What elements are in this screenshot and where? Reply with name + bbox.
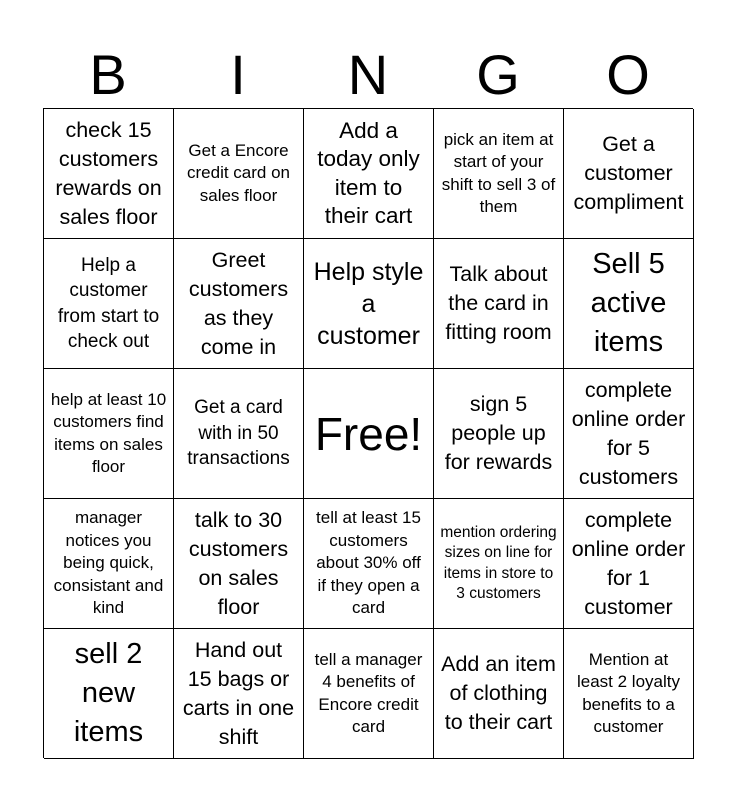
cell-text: Talk about the card in fitting room [445,262,552,344]
bingo-cell-r2c4[interactable] [434,239,564,369]
header-letter-i: I [230,43,246,106]
cell-text: check 15 customers rewards on sales floor [55,117,162,229]
bingo-cell-r5c2[interactable] [174,629,304,759]
cell-text: complete online order for 1 customer [571,507,686,619]
bingo-cell-r1c4[interactable] [434,109,564,239]
bingo-cell-r5c5[interactable] [564,629,694,759]
cell-text: Greet customers as they come in [188,247,289,359]
bingo-cell-r5c1[interactable] [44,629,174,759]
bingo-cell-r2c3[interactable] [304,239,434,369]
cell-text: sign 5 people up for rewards [444,392,553,474]
bingo-cell-r1c1[interactable] [44,109,174,239]
header-letter-o: O [606,43,650,106]
cell-text: Help a customer from start to check out [57,254,160,352]
cell-text: Get a customer compliment [573,132,684,214]
cell-text: mention ordering sizes on line for items in store to 3 customers [440,523,557,602]
bingo-cell-free[interactable] [304,369,434,499]
cell-text: tell a manager 4 benefits of Encore credit card [314,649,423,736]
bingo-cell-r4c5[interactable] [564,499,694,629]
bingo-cell-r5c4[interactable] [434,629,564,759]
header-letter-n: N [347,43,389,106]
cell-text: Add an item of clothing to their cart [441,652,556,734]
bingo-cell-r3c5[interactable] [564,369,694,499]
bingo-cell-r2c1[interactable] [44,239,174,369]
cell-text: sell 2 new items [73,638,144,748]
free-space-text: Free! [314,407,423,460]
cell-text: help at least 10 customers find items on sales floor [50,389,167,476]
bingo-cell-r4c1[interactable] [44,499,174,629]
bingo-cell-r5c3[interactable] [304,629,434,759]
bingo-cell-r3c1[interactable] [44,369,174,499]
cell-text: Sell 5 active items [590,248,667,358]
cell-text: Hand out 15 bags or carts in one shift [182,637,295,749]
cell-text: Get a Encore credit card on sales floor [187,140,290,205]
bingo-cell-r4c2[interactable] [174,499,304,629]
bingo-cell-r3c4[interactable] [434,369,564,499]
bingo-cell-r4c4[interactable] [434,499,564,629]
bingo-cell-r2c5[interactable] [564,239,694,369]
bingo-cell-r3c2[interactable] [174,369,304,499]
bingo-cell-r2c2[interactable] [174,239,304,369]
cell-text: talk to 30 customers on sales floor [188,507,289,619]
bingo-header [43,42,693,108]
bingo-board [43,108,693,758]
cell-text: complete online order for 5 customers [571,377,686,489]
cell-text: manager notices you being quick, consistant and kind [53,508,164,618]
cell-text: Mention at least 2 loyalty benefits to a customer [577,649,680,736]
header-letter-b: B [89,43,127,106]
cell-text: tell at least 15 customers about 30% off if they open a card [316,508,421,618]
cell-text: Get a card with in 50 transactions [187,397,290,470]
header-letter-g: G [476,43,520,106]
cell-text: Help style a customer [313,257,424,350]
bingo-cell-r1c5[interactable] [564,109,694,239]
bingo-cell-r1c2[interactable] [174,109,304,239]
cell-text: pick an item at start of your shift to sell 3 of them [441,129,556,216]
bingo-cell-r4c3[interactable] [304,499,434,629]
bingo-cell-r1c3[interactable] [304,109,434,239]
cell-text: Add a today only item to their cart [317,117,420,228]
